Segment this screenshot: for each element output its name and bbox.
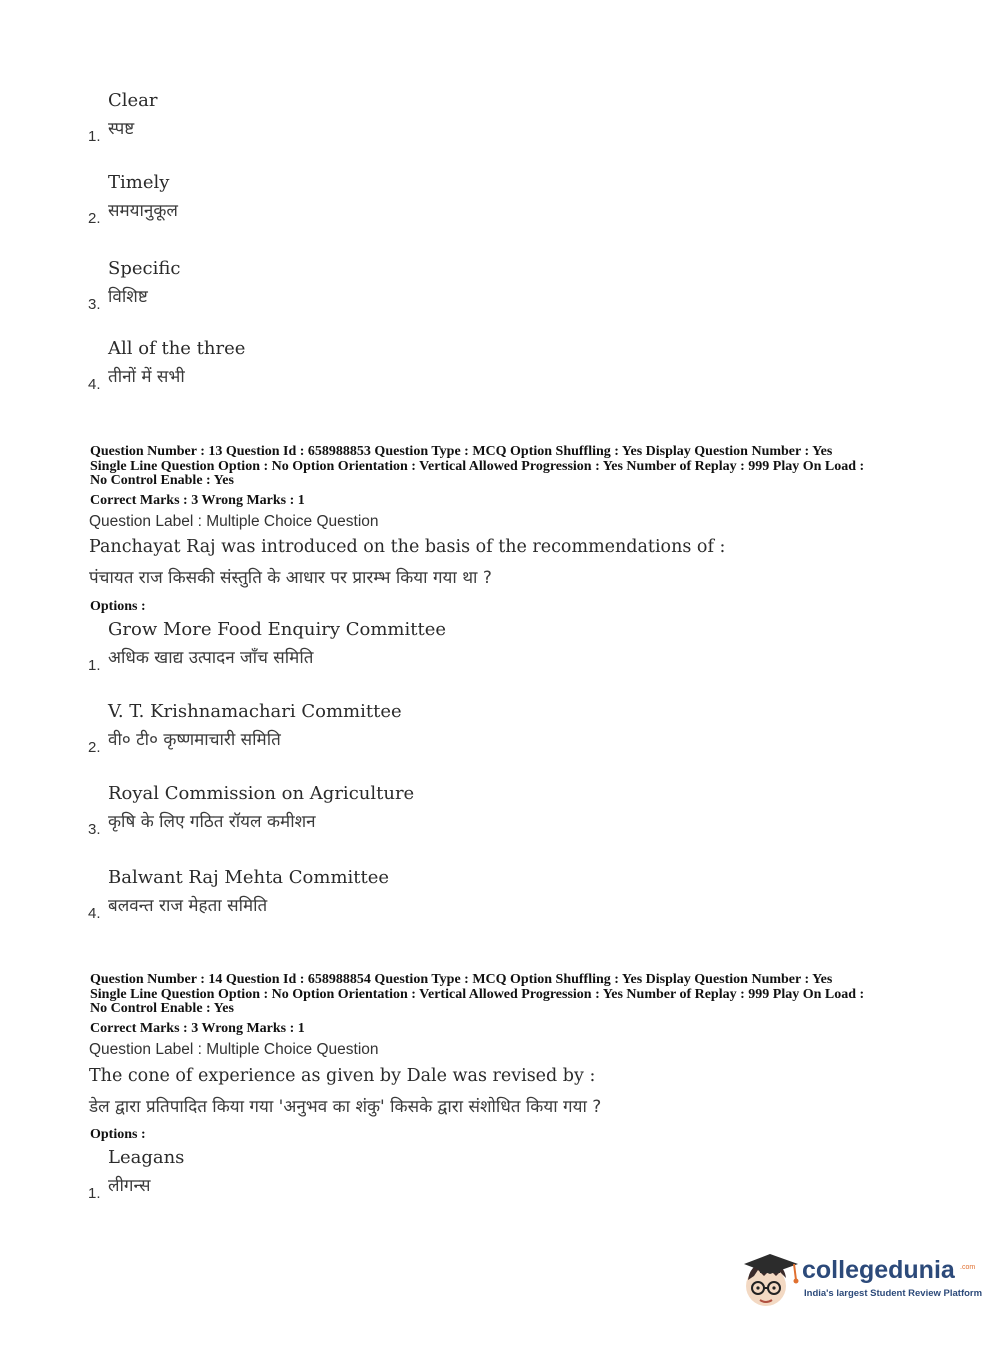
option-number: 1. xyxy=(88,657,101,674)
meta-line: No Control Enable : Yes xyxy=(90,1001,234,1016)
option-text-hi: वी० टी० कृष्णमाचारी समिति xyxy=(108,730,281,750)
option-text-en: Clear xyxy=(108,90,158,111)
meta-line: Question Number : 13 Question Id : 658988853 Question Type : MCQ Option Shuffling : Yes Display Question Number : Yes xyxy=(90,444,833,459)
option-1[interactable] xyxy=(88,619,788,679)
meta-line: Single Line Question Option : No Option Orientation : Vertical Allowed Progression : Yes Number of Replay : 999 Play On Load : xyxy=(90,986,865,1002)
option-2[interactable] xyxy=(88,701,788,761)
student-mascot-icon xyxy=(740,1250,802,1312)
option-text-hi: लीगन्स xyxy=(108,1176,151,1196)
option-text-en: Leagans xyxy=(108,1147,185,1168)
meta-line: Single Line Question Option : No Option Orientation : Vertical Allowed Progression : Yes Number of Replay : 999 Play On Load : xyxy=(90,458,865,474)
option-4[interactable] xyxy=(88,867,788,927)
option-number: 1. xyxy=(88,1185,101,1202)
question-text-en: Panchayat Raj was introduced on the basis of the recommendations of : xyxy=(89,537,726,557)
option-text-en: V. T. Krishnamachari Committee xyxy=(108,701,402,722)
option-text-hi: समयानुकूल xyxy=(108,201,178,221)
options-label: Options : xyxy=(90,599,146,614)
option-text-en: Specific xyxy=(108,258,181,279)
option-text-hi: स्पष्ट xyxy=(108,119,135,139)
option-3[interactable] xyxy=(88,783,788,843)
option-2[interactable] xyxy=(88,172,788,232)
brand-name: collegedunia xyxy=(802,1256,955,1284)
meta-line: No Control Enable : Yes xyxy=(90,473,234,488)
option-text-hi: कृषि के लिए गठित रॉयल कमीशन xyxy=(108,812,316,832)
option-number: 2. xyxy=(88,739,101,756)
option-3[interactable] xyxy=(88,258,788,318)
question-text-hi: पंचायत राज किसकी संस्तुति के आधार पर प्रारम्भ किया गया था ? xyxy=(89,568,492,588)
option-text-en: All of the three xyxy=(108,338,246,359)
question-label: Question Label : Multiple Choice Question xyxy=(89,1041,379,1058)
option-number: 1. xyxy=(88,128,101,145)
option-text-hi: बलवन्त राज मेहता समिति xyxy=(108,896,268,916)
meta-line: Question Number : 14 Question Id : 658988854 Question Type : MCQ Option Shuffling : Yes Display Question Number : Yes xyxy=(90,972,833,987)
collegedunia-logo[interactable] xyxy=(740,1250,983,1312)
question-meta xyxy=(90,445,864,489)
option-number: 2. xyxy=(88,210,101,227)
option-1[interactable] xyxy=(88,90,788,150)
option-text-en: Royal Commission on Agriculture xyxy=(108,783,415,804)
option-number: 4. xyxy=(88,905,101,922)
marks-info: Correct Marks : 3 Wrong Marks : 1 xyxy=(90,493,305,508)
option-number: 3. xyxy=(88,296,101,313)
question-label: Question Label : Multiple Choice Question xyxy=(89,513,379,530)
option-text-hi: तीनों में सभी xyxy=(108,367,185,387)
brand-tagline: India's largest Student Review Platform xyxy=(804,1288,983,1299)
question-meta xyxy=(90,973,864,1017)
option-4[interactable] xyxy=(88,338,788,398)
question-text-en: The cone of experience as given by Dale was revised by : xyxy=(89,1066,596,1086)
option-1[interactable] xyxy=(88,1147,788,1207)
option-number: 3. xyxy=(88,821,101,838)
question-text-hi: डेल द्वारा प्रतिपादित किया गया 'अनुभव का शंकु' किसके द्वारा संशोधित किया गया ? xyxy=(89,1097,602,1117)
option-text-hi: विशिष्ट xyxy=(108,287,148,307)
option-text-en: Timely xyxy=(108,172,170,193)
option-text-en: Grow More Food Enquiry Committee xyxy=(108,619,446,640)
options-label: Options : xyxy=(90,1127,146,1142)
brand-suffix: .com xyxy=(960,1264,976,1271)
marks-info: Correct Marks : 3 Wrong Marks : 1 xyxy=(90,1021,305,1036)
option-text-en: Balwant Raj Mehta Committee xyxy=(108,867,390,888)
option-number: 4. xyxy=(88,376,101,393)
option-text-hi: अधिक खाद्य उत्पादन जाँच समिति xyxy=(108,648,314,668)
